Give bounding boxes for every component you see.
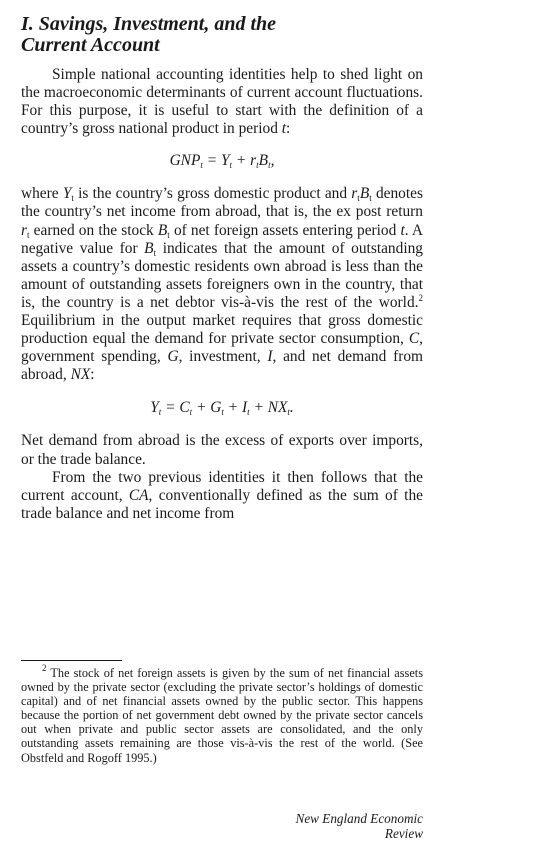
text-run: Equilibrium in the output market requires that gross domestic production equal the demand for private sector consumption, [21, 312, 423, 348]
eq-operator: + [223, 399, 242, 417]
text-run: , government spending, [21, 330, 423, 366]
footnote-mark: 2 [42, 663, 47, 673]
math-var: B [144, 239, 154, 257]
eq-symbol: Y [220, 152, 230, 170]
punct: : [286, 120, 291, 138]
eq-operator: = [161, 399, 180, 417]
footnote-text: The stock of net foreign assets is given by the sum of net financial assets owned by the private sector (excluding the private sector’s holdings of domestic capital) and of net financial assets owned by the public sector. This happens because the portion of net government debt owned by the private sector cancels out when private and public sector assets are consolidated, and the only outstanding assets remaining are those vis-à-vis the rest of the world. (See Obstfeld and Rogoff 1995.) [21, 666, 423, 765]
text-run: is the country’s gross domestic product and [78, 185, 348, 203]
paragraph-intro-text: Simple national accounting identities help to shed light on the macroeconomic determinants of current account fluctuations. For this purpose, it is useful to start with the definition of a country’s gross national product in period [21, 66, 423, 138]
eq-symbol: GNP [169, 152, 201, 170]
eq-punct: . [289, 399, 294, 417]
footnote-text-block [21, 663, 423, 765]
eq-subscript: t [268, 160, 271, 171]
eq-symbol: Y [150, 399, 159, 417]
section-title-line2: Current Account [21, 34, 160, 56]
math-sub: t [167, 229, 170, 240]
paragraph-intro [21, 66, 423, 138]
eq-subscript: t [287, 407, 290, 418]
math-var: I [267, 348, 273, 366]
math-sub: t [369, 193, 372, 204]
text-run: earned on the stock [33, 221, 154, 239]
text-run: indicates that the amount of outstanding assets a country’s domestic residents own abroad is less than the amount of outstanding assets foreigners own in the country, that is, the country is a net debtor vis-à-vis the rest of the world. [21, 239, 423, 311]
math-sub: t [71, 193, 74, 204]
footnote-reference[interactable]: 2 [418, 292, 423, 303]
text-run: where [21, 185, 59, 203]
math-var: NX [70, 366, 91, 384]
running-footer: New England Economic Review [295, 811, 423, 841]
text-run: , investment, [178, 348, 261, 366]
eq-operator: + [249, 399, 268, 417]
footnote-divider [21, 660, 122, 661]
math-var: C [408, 330, 420, 348]
math-sub: t [27, 229, 30, 240]
eq-symbol: I [241, 399, 248, 417]
math-var: r [351, 185, 358, 203]
eq-punct: , [270, 152, 275, 170]
text-run: denotes the country’s net income from abroad, that is, the ex post return [21, 185, 423, 221]
math-sub: t [357, 193, 360, 204]
section-title-line1: I. Savings, Investment, and the [21, 13, 277, 35]
text-run: of net foreign assets entering period [173, 221, 397, 239]
eq-operator: + [232, 152, 251, 170]
eq-subscript: t [158, 407, 162, 418]
footnote [21, 663, 423, 765]
equation-output [21, 399, 423, 417]
eq-symbol: r [250, 152, 257, 170]
math-var: r [21, 221, 27, 239]
math-var: B [157, 221, 168, 239]
text-run: From the two previous identities it then follows that the current account, [21, 468, 423, 504]
body-text [21, 66, 423, 523]
text-run: : [90, 366, 95, 384]
eq-operator: = [202, 152, 221, 170]
equation-gnp [21, 152, 423, 170]
eq-symbol: B [258, 152, 269, 170]
eq-subscript: t [256, 160, 259, 171]
paragraph-trade-balance: Net demand from abroad is the excess of exports over imports, or the trade balance. [21, 432, 423, 468]
math-var: G [167, 348, 179, 366]
eq-subscript: t [189, 407, 193, 418]
page-content [21, 14, 423, 523]
eq-subscript: t [229, 160, 233, 171]
eq-subscript: t [247, 407, 250, 418]
eq-subscript: t [221, 407, 224, 418]
math-var: t [400, 221, 405, 239]
text-run: . A negative value for [21, 221, 423, 257]
text-run: , and net demand from abroad, [21, 348, 423, 384]
eq-operator: + [192, 399, 211, 417]
paragraph-current-account [21, 469, 423, 523]
eq-symbol: G [210, 399, 222, 417]
math-var: Y [62, 185, 72, 203]
math-sub: t [153, 247, 157, 258]
period-variable: t [281, 120, 287, 138]
math-var: B [359, 185, 370, 203]
eq-symbol: NX [267, 399, 288, 417]
eq-symbol: C [179, 399, 190, 417]
section-title [21, 14, 423, 56]
eq-subscript: t [200, 160, 203, 171]
paragraph-definitions [21, 185, 423, 384]
math-var: CA [128, 486, 149, 504]
text-run: , conventionally defined as the sum of the trade balance and net income from [21, 486, 423, 522]
